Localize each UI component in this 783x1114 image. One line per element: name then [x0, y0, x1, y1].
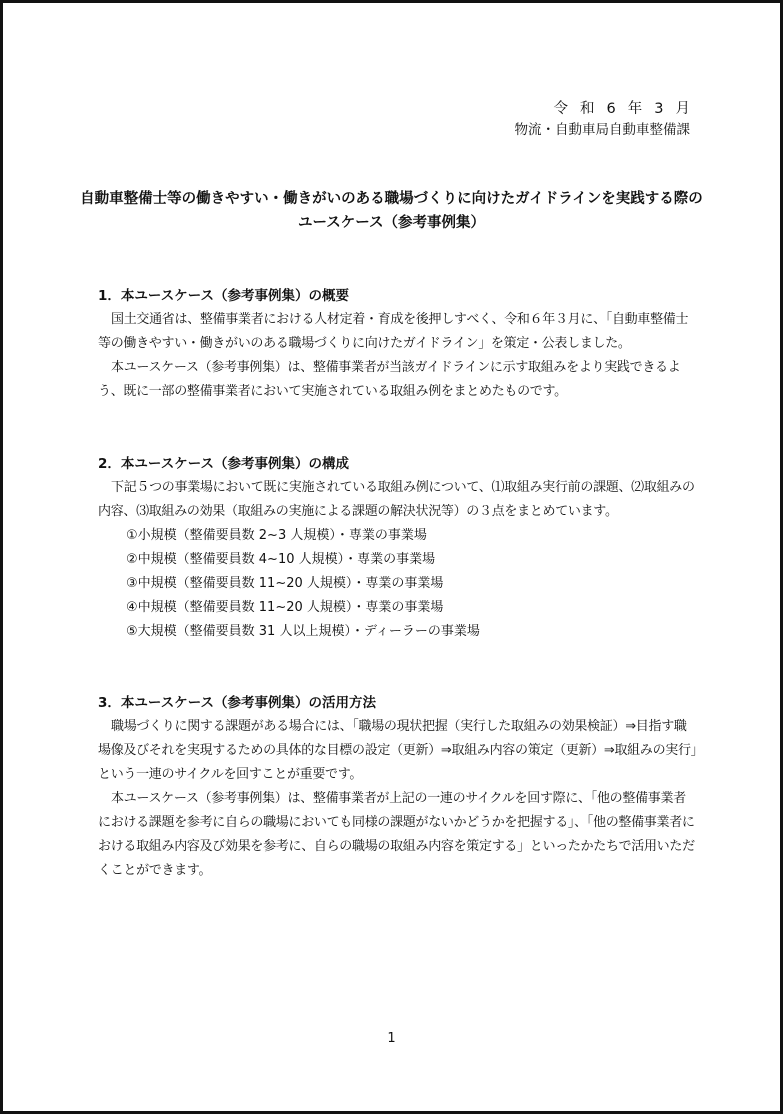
- section-3-paragraph: 職場づくりに関する課題がある場合には、「職場の現状把握（実行した取組みの効果検証）⇒目指す職場像及びそれを実現するための具体的な目標の設定（更新）⇒取組み内容の策定（更新）⇒取組みの実行」という一連のサイクルを回すことが重要です。: [98, 719, 697, 782]
- section-1-paragraph: 国土交通省は、整備事業者における人材定着・育成を後押しすべく、令和６年３月に、「自動車整備士等の働きやすい・働きがいのある職場づくりに向けたガイドライン」を策定・公表しました。: [98, 312, 689, 351]
- section-structure: [98, 452, 698, 644]
- title-line-1: 自動車整備士等の働きやすい・働きがいのある職場づくりに向けたガイドラインを実践する際の: [80, 191, 703, 207]
- section-1-paragraph: 本ユースケース（参考事例集）は、整備事業者が当該ガイドラインに示す取組みをより実践できるよう、既に一部の整備事業者において実施されている取組み例をまとめたものです。: [98, 360, 681, 399]
- title-line-2: ユースケース（参考事例集）: [297, 215, 486, 231]
- section-3-heading: 3．本ユースケース（参考事例集）の活用方法: [98, 695, 377, 711]
- document-date: 令和6年3月: [553, 101, 702, 117]
- section-overview: [98, 284, 698, 404]
- list-item: ⑤大規模（整備要員数 31 人以上規模）・ディーラーの事業場: [126, 624, 480, 639]
- section-usage: [98, 691, 698, 883]
- section-2-paragraph: 下記５つの事業場において既に実施されている取組み例について、⑴取組み実行前の課題、⑵取組みの内容、⑶取組みの効果（取組みの実施による課題の解決状況等）の３点をまとめています。: [98, 480, 695, 519]
- list-item: ②中規模（整備要員数 4~10 人規模）・専業の事業場: [126, 552, 436, 567]
- page-number: 1: [387, 1031, 396, 1046]
- list-item: ④中規模（整備要員数 11~20 人規模）・専業の事業場: [126, 600, 444, 615]
- section-2-heading: 2．本ユースケース（参考事例集）の構成: [98, 456, 350, 472]
- issuing-department: 物流・自動車局自動車整備課: [514, 122, 690, 138]
- section-3-paragraph: 本ユースケース（参考事例集）は、整備事業者が上記の一連のサイクルを回す際に、「他の整備事業者における課題を参考に自らの職場においても同様の課題がないかどうかを把握する」、「他の整備事業者における取組み内容及び効果を参考に、自らの職場の取組み内容を策定する」といったかたちで活用いただくことができます。: [98, 791, 695, 878]
- document-title: [63, 187, 720, 235]
- list-item: ③中規模（整備要員数 11~20 人規模）・専業の事業場: [126, 576, 444, 591]
- list-item: ①小規模（整備要員数 2~3 人規模）・専業の事業場: [126, 528, 427, 543]
- section-1-heading: 1．本ユースケース（参考事例集）の概要: [98, 288, 350, 304]
